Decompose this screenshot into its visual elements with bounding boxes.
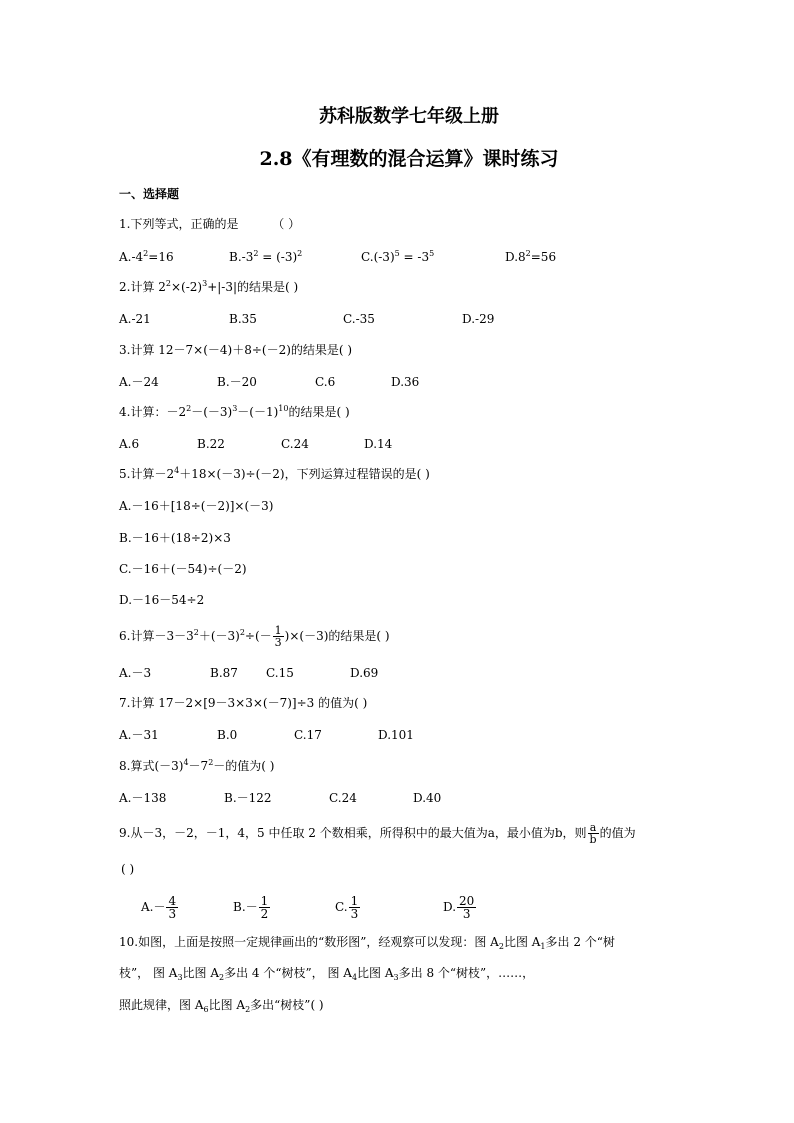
option-a: A.6 — [119, 437, 140, 451]
answer-blank: （ ） — [272, 217, 301, 231]
question-8-stem: 8.算式$(-3)^4-7^2-$的值为( ) — [119, 758, 275, 773]
option-a: A.－ $\frac{4}{3}$ — [141, 894, 177, 921]
question-1-text: 1.下列等式，正确的是 — [119, 217, 239, 231]
fraction-a-over-b: $\frac{a}{b}$ — [589, 821, 597, 846]
option-b: B.－16＋(18÷2)×3 — [119, 531, 231, 545]
question-1-stem — [119, 216, 300, 232]
option-d: D.101 — [378, 728, 414, 742]
option-d: D.40 — [413, 791, 442, 805]
option-d: D.14 — [364, 437, 393, 451]
option-c: C.15 — [266, 666, 294, 680]
answer-blank: ( ) — [285, 280, 299, 294]
answer-blank: ( ) — [310, 998, 324, 1012]
option-b: B.87 — [210, 666, 238, 680]
question-10-stem-line3: 照此规律，图 $A_6$比图 $A_2$多出“树枝”( ) — [119, 998, 324, 1014]
option-d: D. $\frac{20}{3}$ — [443, 894, 475, 921]
option-d: D.69 — [350, 666, 379, 680]
option-b: B.－122 — [224, 791, 272, 805]
question-6-stem: 6.计算$-3-3^2+(-3)^2\div(-$ $\frac{1}{3}$ )×(－3)的结果是( ) — [119, 624, 390, 649]
option-b: B.22 — [197, 437, 225, 451]
option-c: C.24 — [281, 437, 309, 451]
option-a: A.－16＋[18÷(－2)]×(－3) — [119, 499, 274, 513]
question-7-stem: 7.计算 17－2×[9－3×3×(－7)]÷3 的值为( ) — [119, 696, 368, 710]
answer-blank: ( ) — [121, 862, 135, 876]
option-b: B.0 — [217, 728, 238, 742]
page-title: 苏科版数学七年级上册 — [319, 106, 499, 127]
option-c: C. $\frac{1}{3}$ — [335, 894, 359, 921]
answer-blank: ( ) — [416, 467, 430, 481]
page-subtitle: 2.8《有理数的混合运算》课时练习 — [259, 148, 559, 170]
option-c: $C.(-3)^5 = -3^5$ — [361, 249, 435, 264]
option-c: C.6 — [315, 375, 336, 389]
option-d: D.-29 — [462, 312, 495, 326]
option-d: D.－16－54÷2 — [119, 593, 205, 607]
answer-blank: ( ) — [376, 629, 390, 643]
option-a: $A.-4^2=16$ — [119, 249, 174, 264]
answer-blank: ( ) — [336, 405, 350, 419]
question-5-stem: 5.计算$-2^4+18\times(-3)\div(-2)$，下列运算过程错误的是( ) — [119, 466, 430, 481]
question-9-stem: 9.从－3，－2，－1，4，5 中任取 2 个数相乘，所得积中的最大值为a，最小值为b，则 $\frac{a}{b}$ 的值为 — [119, 821, 636, 846]
option-b: B.－20 — [217, 375, 257, 389]
option-a: A.－138 — [119, 791, 167, 805]
option-a: A.－31 — [119, 728, 159, 742]
option-b: B.35 — [229, 312, 257, 326]
section-heading: 一、选择题 — [119, 187, 180, 201]
option-a: A.－3 — [119, 666, 152, 680]
option-c: C.-35 — [343, 312, 375, 326]
option-b: B.－ $\frac{1}{2}$ — [233, 894, 269, 921]
question-10-stem: 10.如图，上面是按照一定规律画出的“数形图”，经观察可以发现：图 $A_2$比图 $A_1$多出 2 个“树 — [119, 935, 615, 951]
option-a: A.－24 — [119, 375, 159, 389]
option-c: C.17 — [294, 728, 322, 742]
answer-blank: ( ) — [261, 759, 275, 773]
option-d: D.36 — [391, 375, 420, 389]
option-c: C.－16＋(－54)÷(－2) — [119, 562, 247, 576]
option-d: $D.8^2=56$ — [505, 249, 557, 264]
question-4-stem: 4.计算：$-2^2-(-3)^3-(-1)^{10}$的结果是( ) — [119, 404, 350, 419]
option-b: $B.-3^2 = (-3)^2$ — [229, 249, 303, 264]
fraction-one-third: $\frac{1}{3}$ — [274, 624, 282, 649]
option-a: A.-21 — [119, 312, 151, 326]
option-c: C.24 — [329, 791, 357, 805]
question-2-stem: 2.计算 $2^2\times(-2)^3+|-3|$的结果是( ) — [119, 279, 299, 294]
question-10-stem-line2: 枝”， 图 $A_3$比图 $A_2$多出 4 个“树枝”， 图 $A_4$比图 $A_3$多出 8 个“树枝”，……， — [119, 966, 535, 982]
question-3-stem: 3.计算 12－7×(－4)＋8÷(－2)的结果是( ) — [119, 343, 353, 357]
